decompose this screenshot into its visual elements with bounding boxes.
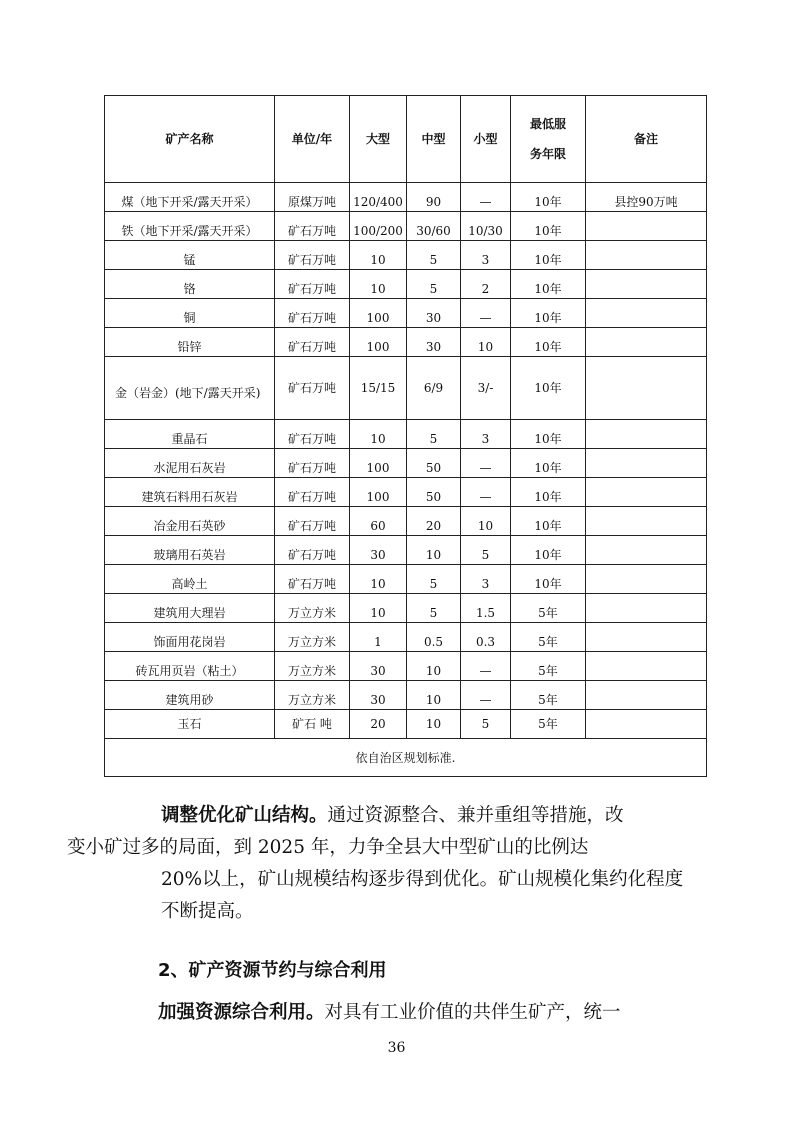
cell-text: 1.5: [475, 606, 496, 620]
cell-text: 10年: [534, 519, 562, 533]
cell-remarks: [586, 536, 707, 565]
cell-medium: [407, 270, 461, 299]
cell-text: 冶金用石英砂: [153, 519, 226, 533]
cell-text: 煤（地下开采/露天开采）: [121, 195, 258, 209]
cell-text: 县控90万吨: [614, 195, 678, 209]
cell-small: [461, 212, 511, 241]
table-row: [105, 594, 707, 623]
cell-unit: [275, 710, 350, 739]
cell-text: 5: [481, 548, 490, 562]
cell-min-service: [511, 270, 586, 299]
cell-min-service: [511, 710, 586, 739]
cell-text: 砖瓦用页岩（粘土）: [135, 664, 244, 678]
cell-text: 10年: [534, 224, 562, 238]
cell-medium: [407, 357, 461, 420]
cell-text: 10: [370, 253, 386, 267]
cell-text: 水泥用石灰岩: [153, 461, 226, 475]
cell-text: 15/15: [360, 381, 396, 395]
cell-text: 20: [370, 717, 386, 731]
cell-mineral-name: [105, 449, 275, 478]
cell-remarks: [586, 241, 707, 270]
cell-text: 矿石万吨: [287, 340, 336, 354]
cell-min-service: [511, 449, 586, 478]
cell-unit: [275, 652, 350, 681]
table-row: [105, 681, 707, 710]
cell-text: 10: [477, 519, 494, 533]
cell-unit: [275, 681, 350, 710]
cell-large: [350, 328, 407, 357]
cell-text: 5年: [538, 717, 558, 731]
cell-unit: [275, 270, 350, 299]
cell-text: 10年: [534, 381, 562, 395]
cell-remarks: [586, 652, 707, 681]
cell-text: 10年: [534, 282, 562, 296]
cell-small: [461, 710, 511, 739]
cell-text: 饰面用花岗岩: [153, 635, 226, 649]
cell-text: 0.3: [475, 635, 496, 649]
cell-large: [350, 565, 407, 594]
cell-medium: [407, 536, 461, 565]
cell-remarks: [586, 212, 707, 241]
cell-remarks: [586, 710, 707, 739]
cell-text: 万立方米: [287, 664, 336, 678]
table-row: [105, 565, 707, 594]
cell-remarks: [586, 183, 707, 212]
cell-unit: [275, 420, 350, 449]
cell-text: 10: [425, 548, 442, 562]
paragraph-adjust-structure: [67, 800, 704, 928]
cell-text: 3: [481, 577, 490, 591]
table-row: [105, 212, 707, 241]
paragraph-line-3: 20%以上，矿山规模结构逐步得到优化。矿山规模化集约化程度: [161, 869, 684, 890]
cell-text: 50: [425, 461, 442, 475]
cell-text: 铅锌: [177, 340, 202, 354]
cell-text: 10年: [534, 311, 562, 325]
cell-text: 0.5: [423, 635, 444, 649]
cell-small: [461, 420, 511, 449]
cell-text: 矿石万吨: [287, 224, 336, 238]
cell-text: 矿石万吨: [287, 311, 336, 325]
cell-medium: [407, 299, 461, 328]
cell-small: [461, 299, 511, 328]
cell-mineral-name: [105, 536, 275, 565]
cell-text: 铬: [183, 282, 196, 296]
cell-small: [461, 681, 511, 710]
cell-text: 矿石万吨: [287, 548, 336, 562]
cell-remarks: [586, 449, 707, 478]
cell-text: 100: [366, 461, 390, 475]
mine-scale-table: [104, 95, 707, 777]
table-row: [105, 652, 707, 681]
cell-text: 10年: [534, 253, 562, 267]
cell-medium: [407, 681, 461, 710]
table-row: [105, 536, 707, 565]
cell-text: —: [479, 664, 492, 678]
cell-text: 10年: [534, 432, 562, 446]
cell-medium: [407, 183, 461, 212]
cell-min-service: [511, 299, 586, 328]
cell-text: 30: [370, 548, 386, 562]
cell-mineral-name: [105, 212, 275, 241]
cell-text: 10: [425, 717, 442, 731]
cell-large: [350, 681, 407, 710]
cell-medium: [407, 565, 461, 594]
cell-medium: [407, 594, 461, 623]
cell-min-service: [511, 507, 586, 536]
header-large: 大型: [350, 96, 407, 183]
cell-large: [350, 623, 407, 652]
cell-text: 10年: [534, 490, 562, 504]
paragraph-line-1: 通过资源整合、兼并重组等措施，改: [327, 805, 624, 826]
cell-text: 建筑用砂: [165, 693, 214, 707]
cell-text: 万立方米: [287, 635, 336, 649]
cell-large: [350, 710, 407, 739]
cell-mineral-name: [105, 710, 275, 739]
cell-small: [461, 357, 511, 420]
cell-small: [461, 507, 511, 536]
cell-text: 5年: [538, 693, 558, 707]
cell-mineral-name: [105, 594, 275, 623]
cell-text: 万立方米: [287, 606, 336, 620]
cell-remarks: [586, 299, 707, 328]
cell-min-service: [511, 681, 586, 710]
cell-text: 矿石万吨: [287, 519, 336, 533]
paragraph-bold-lead: 调整优化矿山结构。: [161, 805, 328, 826]
cell-large: [350, 241, 407, 270]
cell-large: [350, 183, 407, 212]
cell-mineral-name: [105, 652, 275, 681]
cell-large: [350, 594, 407, 623]
cell-mineral-name: [105, 507, 275, 536]
cell-min-service: [511, 212, 586, 241]
cell-text: 建筑石料用石灰岩: [141, 490, 238, 504]
table-note-row: [105, 739, 707, 777]
header-medium: 中型: [407, 96, 461, 183]
cell-text: 矿石万吨: [287, 282, 336, 296]
cell-text: 10年: [534, 195, 562, 209]
paragraph-line-4: 不断提高。: [161, 901, 254, 922]
cell-text: 重晶石: [171, 432, 208, 446]
cell-text: 矿石万吨: [287, 253, 336, 267]
cell-medium: [407, 652, 461, 681]
table-row: [105, 420, 707, 449]
cell-text: 100: [366, 490, 390, 504]
header-min-service-years: [511, 96, 586, 183]
cell-text: —: [479, 311, 492, 325]
table-row: [105, 449, 707, 478]
cell-large: [350, 212, 407, 241]
cell-unit: [275, 183, 350, 212]
table-row: [105, 507, 707, 536]
cell-text: 30/60: [416, 224, 451, 238]
cell-text: 5: [429, 577, 438, 591]
cell-remarks: [586, 681, 707, 710]
cell-medium: [407, 710, 461, 739]
cell-remarks: [586, 507, 707, 536]
cell-remarks: [586, 357, 707, 420]
cell-small: [461, 536, 511, 565]
cell-remarks: [586, 478, 707, 507]
table-note: 依自治区规划标准.: [105, 739, 707, 777]
cell-medium: [407, 212, 461, 241]
table-header-row: [105, 96, 707, 183]
cell-medium: [407, 623, 461, 652]
cell-large: [350, 420, 407, 449]
cell-large: [350, 299, 407, 328]
cell-text: 5: [429, 606, 438, 620]
cell-remarks: [586, 328, 707, 357]
cell-min-service: [511, 565, 586, 594]
cell-text: 矿石万吨: [287, 577, 336, 591]
cell-unit: [275, 328, 350, 357]
cell-large: [350, 270, 407, 299]
cell-mineral-name: [105, 183, 275, 212]
cell-mineral-name: [105, 681, 275, 710]
cell-mineral-name: [105, 299, 275, 328]
cell-unit: [275, 536, 350, 565]
cell-min-service: [511, 183, 586, 212]
cell-small: [461, 594, 511, 623]
cell-remarks: [586, 594, 707, 623]
cell-mineral-name: [105, 478, 275, 507]
cell-medium: [407, 328, 461, 357]
cell-unit: [275, 241, 350, 270]
header-remarks: 备注: [586, 96, 707, 183]
cell-mineral-name: [105, 270, 275, 299]
cell-text: 2: [481, 282, 490, 296]
cell-small: [461, 623, 511, 652]
cell-text: 3: [481, 432, 490, 446]
cell-remarks: [586, 623, 707, 652]
cell-text: 玻璃用石英岩: [153, 548, 226, 562]
cell-text: 10年: [534, 577, 562, 591]
cell-text: 金（岩金）(地下/露天开采): [115, 386, 261, 400]
cell-text: 高岭土: [171, 577, 208, 591]
table-row: [105, 241, 707, 270]
cell-unit: [275, 357, 350, 420]
cell-text: 100: [366, 311, 390, 325]
cell-text: —: [479, 461, 492, 475]
header-small: 小型: [461, 96, 511, 183]
paragraph2-bold-lead: 加强资源综合利用。: [158, 1002, 325, 1023]
cell-text: 10: [370, 606, 386, 620]
table-row: [105, 710, 707, 739]
cell-text: 5年: [538, 664, 558, 678]
cell-text: 锰: [183, 253, 196, 267]
cell-text: 铜: [183, 311, 196, 325]
cell-unit: [275, 594, 350, 623]
page-number: 36: [387, 1040, 406, 1056]
cell-text: 矿石万吨: [287, 461, 336, 475]
cell-medium: [407, 420, 461, 449]
cell-text: 60: [370, 519, 386, 533]
header-mineral-name: 矿产名称: [105, 96, 275, 183]
cell-text: 5: [481, 717, 490, 731]
cell-medium: [407, 241, 461, 270]
header-min-service-line2: 务年限: [529, 147, 566, 161]
cell-min-service: [511, 623, 586, 652]
paragraph-resource-utilization: [158, 997, 708, 1029]
cell-small: [461, 478, 511, 507]
cell-small: [461, 183, 511, 212]
cell-large: [350, 449, 407, 478]
section-heading: 2、矿产资源节约与综合利用: [158, 960, 387, 981]
cell-large: [350, 357, 407, 420]
cell-unit: [275, 449, 350, 478]
paragraph2-text: 对具有工业价值的共伴生矿产，统一: [324, 1002, 621, 1023]
cell-text: —: [479, 195, 492, 209]
cell-text: 10: [370, 577, 386, 591]
cell-min-service: [511, 241, 586, 270]
cell-medium: [407, 478, 461, 507]
cell-text: 10: [425, 693, 442, 707]
cell-text: 10/30: [468, 224, 503, 238]
cell-text: —: [479, 490, 492, 504]
cell-small: [461, 270, 511, 299]
cell-text: 30: [425, 311, 442, 325]
cell-large: [350, 536, 407, 565]
cell-mineral-name: [105, 328, 275, 357]
cell-mineral-name: [105, 241, 275, 270]
cell-text: 矿石万吨: [287, 490, 336, 504]
cell-text: 10: [370, 282, 386, 296]
cell-text: 10: [370, 432, 386, 446]
cell-unit: [275, 299, 350, 328]
cell-text: 50: [425, 490, 442, 504]
cell-text: 10: [425, 664, 442, 678]
header-min-service-line1: 最低服: [529, 117, 566, 131]
cell-min-service: [511, 536, 586, 565]
cell-text: 10年: [534, 548, 562, 562]
table-row: [105, 623, 707, 652]
cell-small: [461, 652, 511, 681]
cell-small: [461, 449, 511, 478]
paragraph-line-2: 变小矿过多的局面，到 2025 年，力争全县大中型矿山的比例达: [67, 837, 589, 858]
cell-text: 玉石: [177, 717, 202, 731]
cell-min-service: [511, 652, 586, 681]
cell-text: 10年: [534, 461, 562, 475]
cell-text: 矿石万吨: [287, 381, 336, 395]
cell-remarks: [586, 565, 707, 594]
cell-min-service: [511, 594, 586, 623]
cell-text: 120/400: [353, 195, 403, 209]
cell-text: 5年: [538, 606, 558, 620]
cell-min-service: [511, 478, 586, 507]
table-row: [105, 183, 707, 212]
cell-text: 5: [429, 282, 438, 296]
cell-min-service: [511, 357, 586, 420]
cell-mineral-name: [105, 420, 275, 449]
cell-remarks: [586, 420, 707, 449]
cell-small: [461, 241, 511, 270]
table-row: [105, 299, 707, 328]
cell-text: —: [479, 693, 492, 707]
cell-text: 原煤万吨: [287, 195, 336, 209]
cell-unit: [275, 565, 350, 594]
table-row: [105, 478, 707, 507]
cell-text: 30: [425, 340, 442, 354]
cell-min-service: [511, 420, 586, 449]
table-row: [105, 328, 707, 357]
cell-text: 1: [374, 635, 382, 649]
cell-small: [461, 565, 511, 594]
cell-unit: [275, 507, 350, 536]
cell-mineral-name: [105, 623, 275, 652]
cell-text: 铁（地下开采/露天开采）: [121, 224, 258, 238]
cell-text: 矿石 吨: [292, 717, 332, 731]
cell-text: 30: [370, 693, 386, 707]
table-row: [105, 357, 707, 420]
cell-text: 5: [429, 253, 438, 267]
cell-text: 建筑用大理岩: [153, 606, 226, 620]
cell-min-service: [511, 328, 586, 357]
cell-text: 20: [425, 519, 442, 533]
cell-text: 5: [429, 432, 438, 446]
table-body: [105, 183, 707, 739]
cell-text: 矿石万吨: [287, 432, 336, 446]
cell-text: 6/9: [423, 381, 444, 395]
cell-text: 3/-: [477, 381, 494, 395]
cell-text: 90: [425, 195, 442, 209]
cell-text: 100/200: [353, 224, 403, 238]
cell-unit: [275, 212, 350, 241]
header-unit: 单位/年: [275, 96, 350, 183]
cell-text: 5年: [538, 635, 558, 649]
cell-medium: [407, 507, 461, 536]
cell-text: 3: [481, 253, 490, 267]
cell-unit: [275, 478, 350, 507]
cell-large: [350, 478, 407, 507]
cell-small: [461, 328, 511, 357]
cell-remarks: [586, 270, 707, 299]
cell-text: 100: [366, 340, 390, 354]
cell-large: [350, 652, 407, 681]
cell-large: [350, 507, 407, 536]
table-row: [105, 270, 707, 299]
cell-mineral-name: [105, 565, 275, 594]
cell-text: 10年: [534, 340, 562, 354]
cell-text: 30: [370, 664, 386, 678]
cell-mineral-name: [105, 357, 275, 420]
cell-medium: [407, 449, 461, 478]
cell-unit: [275, 623, 350, 652]
cell-text: 万立方米: [287, 693, 336, 707]
cell-text: 10: [477, 340, 494, 354]
